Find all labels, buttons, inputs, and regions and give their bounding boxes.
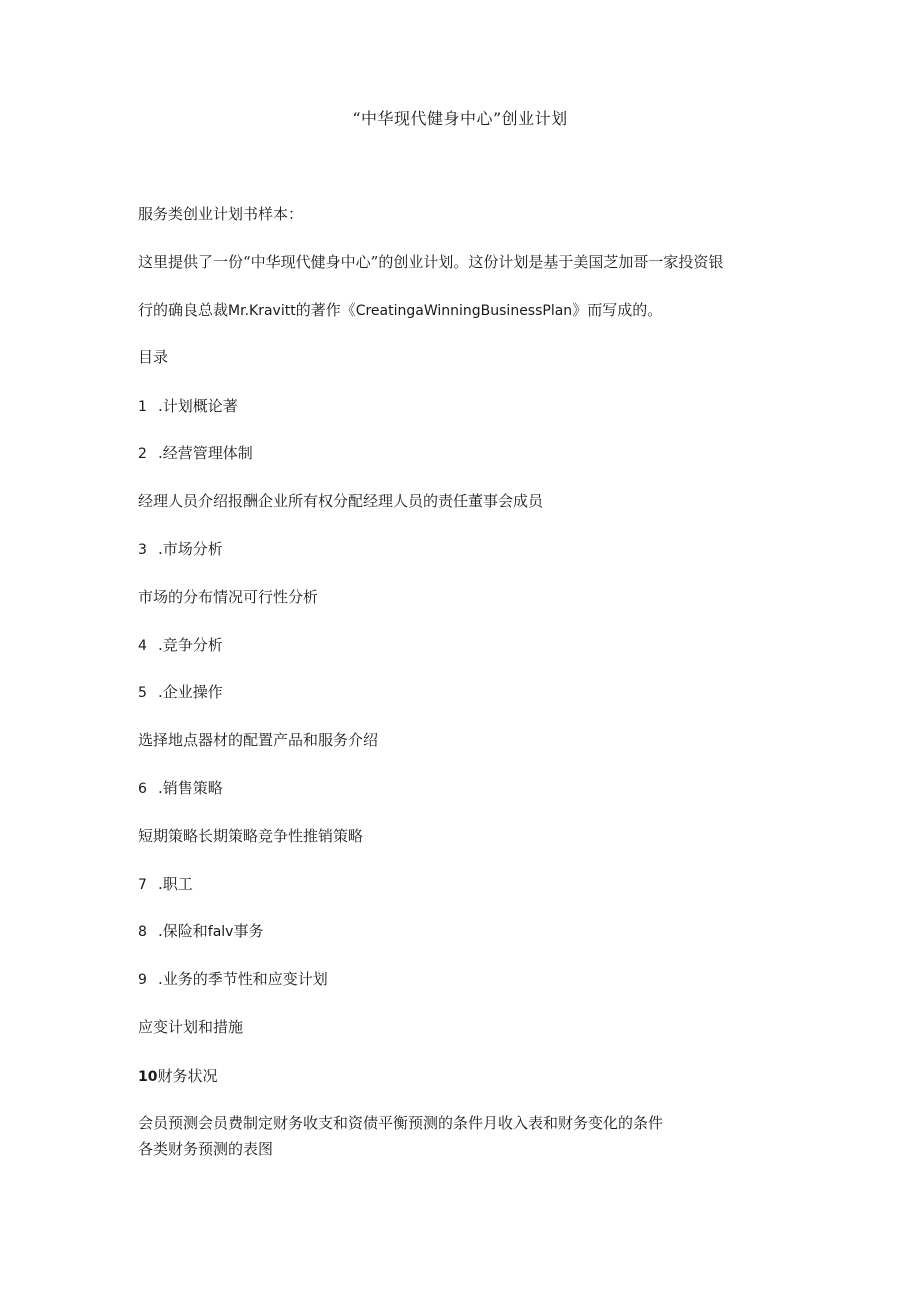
- toc-item-1: [138, 396, 838, 417]
- book-title: CreatingaWinningBusinessPlan: [355, 303, 573, 319]
- intro-text-c: 的著作《: [295, 301, 356, 319]
- document-title: “中华现代健身中心”创业计划: [352, 109, 568, 128]
- toc-item-7: [138, 874, 838, 895]
- toc-item-6: [138, 778, 838, 799]
- toc-item-text: .计划概论著: [158, 397, 238, 415]
- intro-paragraph-line-1: 这里提供了一份“中华现代健身中心”的创业计划。这份计划是基于美国芝加哥一家投资银: [138, 253, 724, 271]
- toc-item-text: .保险和: [158, 922, 208, 940]
- toc-item-3: [138, 539, 838, 560]
- toc-item-8: [138, 921, 838, 942]
- intro-paragraph-line-2: [138, 300, 838, 321]
- toc-item-text: .业务的季节性和应变计划: [158, 970, 328, 988]
- toc-item-number: 3: [138, 542, 147, 558]
- toc-item-9: [138, 969, 838, 990]
- toc-subitem: 应变计划和措施: [138, 1018, 244, 1036]
- author-name: Mr.Kravitt: [228, 303, 296, 319]
- intro-label: 服务类创业计划书样本：: [138, 205, 304, 223]
- toc-item-text: 财务状况: [157, 1067, 218, 1085]
- toc-item-text: .销售策略: [158, 779, 223, 797]
- toc-item-number: 10: [138, 1069, 158, 1085]
- toc-item-text-latin: falv: [207, 924, 234, 940]
- toc-subitem: 各类财务预测的表图: [138, 1140, 274, 1158]
- toc-item-number: 6: [138, 781, 147, 797]
- toc-item-number: 5: [138, 685, 147, 701]
- toc-item-text: .市场分析: [158, 540, 223, 558]
- toc-subitem: 选择地点器材的配置产品和服务介绍: [138, 731, 379, 749]
- toc-item-text: .企业操作: [158, 683, 223, 701]
- toc-item-number: 2: [138, 446, 147, 462]
- toc-item-number: 9: [138, 972, 147, 988]
- toc-subitem: 短期策略长期策略竞争性推销策略: [138, 827, 364, 845]
- toc-subitem: 经理人员介绍报酬企业所有权分配经理人员的责任董事会成员: [138, 492, 544, 510]
- toc-item-text: .经营管理体制: [158, 444, 253, 462]
- toc-item-number: 8: [138, 924, 147, 940]
- toc-label: 目录: [138, 348, 169, 366]
- toc-item-text: .竞争分析: [158, 636, 223, 654]
- toc-item-number: 1: [138, 399, 147, 415]
- toc-item-4: [138, 635, 838, 656]
- toc-item-2: [138, 443, 838, 464]
- toc-item-text-end: 事务: [233, 922, 264, 940]
- toc-item-text: .职工: [158, 875, 193, 893]
- toc-item-number: 4: [138, 638, 147, 654]
- toc-subitem: 市场的分布情况可行性分析: [138, 588, 319, 606]
- toc-subitem: 会员预测会员费制定财务收支和资债平衡预测的条件月收入表和财务变化的条件: [138, 1114, 664, 1132]
- intro-text-a: 行的确良总裁: [138, 301, 229, 319]
- toc-item-10: [138, 1066, 838, 1087]
- intro-text-e: 》而写成的。: [572, 301, 663, 319]
- toc-item-5: [138, 682, 838, 703]
- toc-item-number: 7: [138, 877, 147, 893]
